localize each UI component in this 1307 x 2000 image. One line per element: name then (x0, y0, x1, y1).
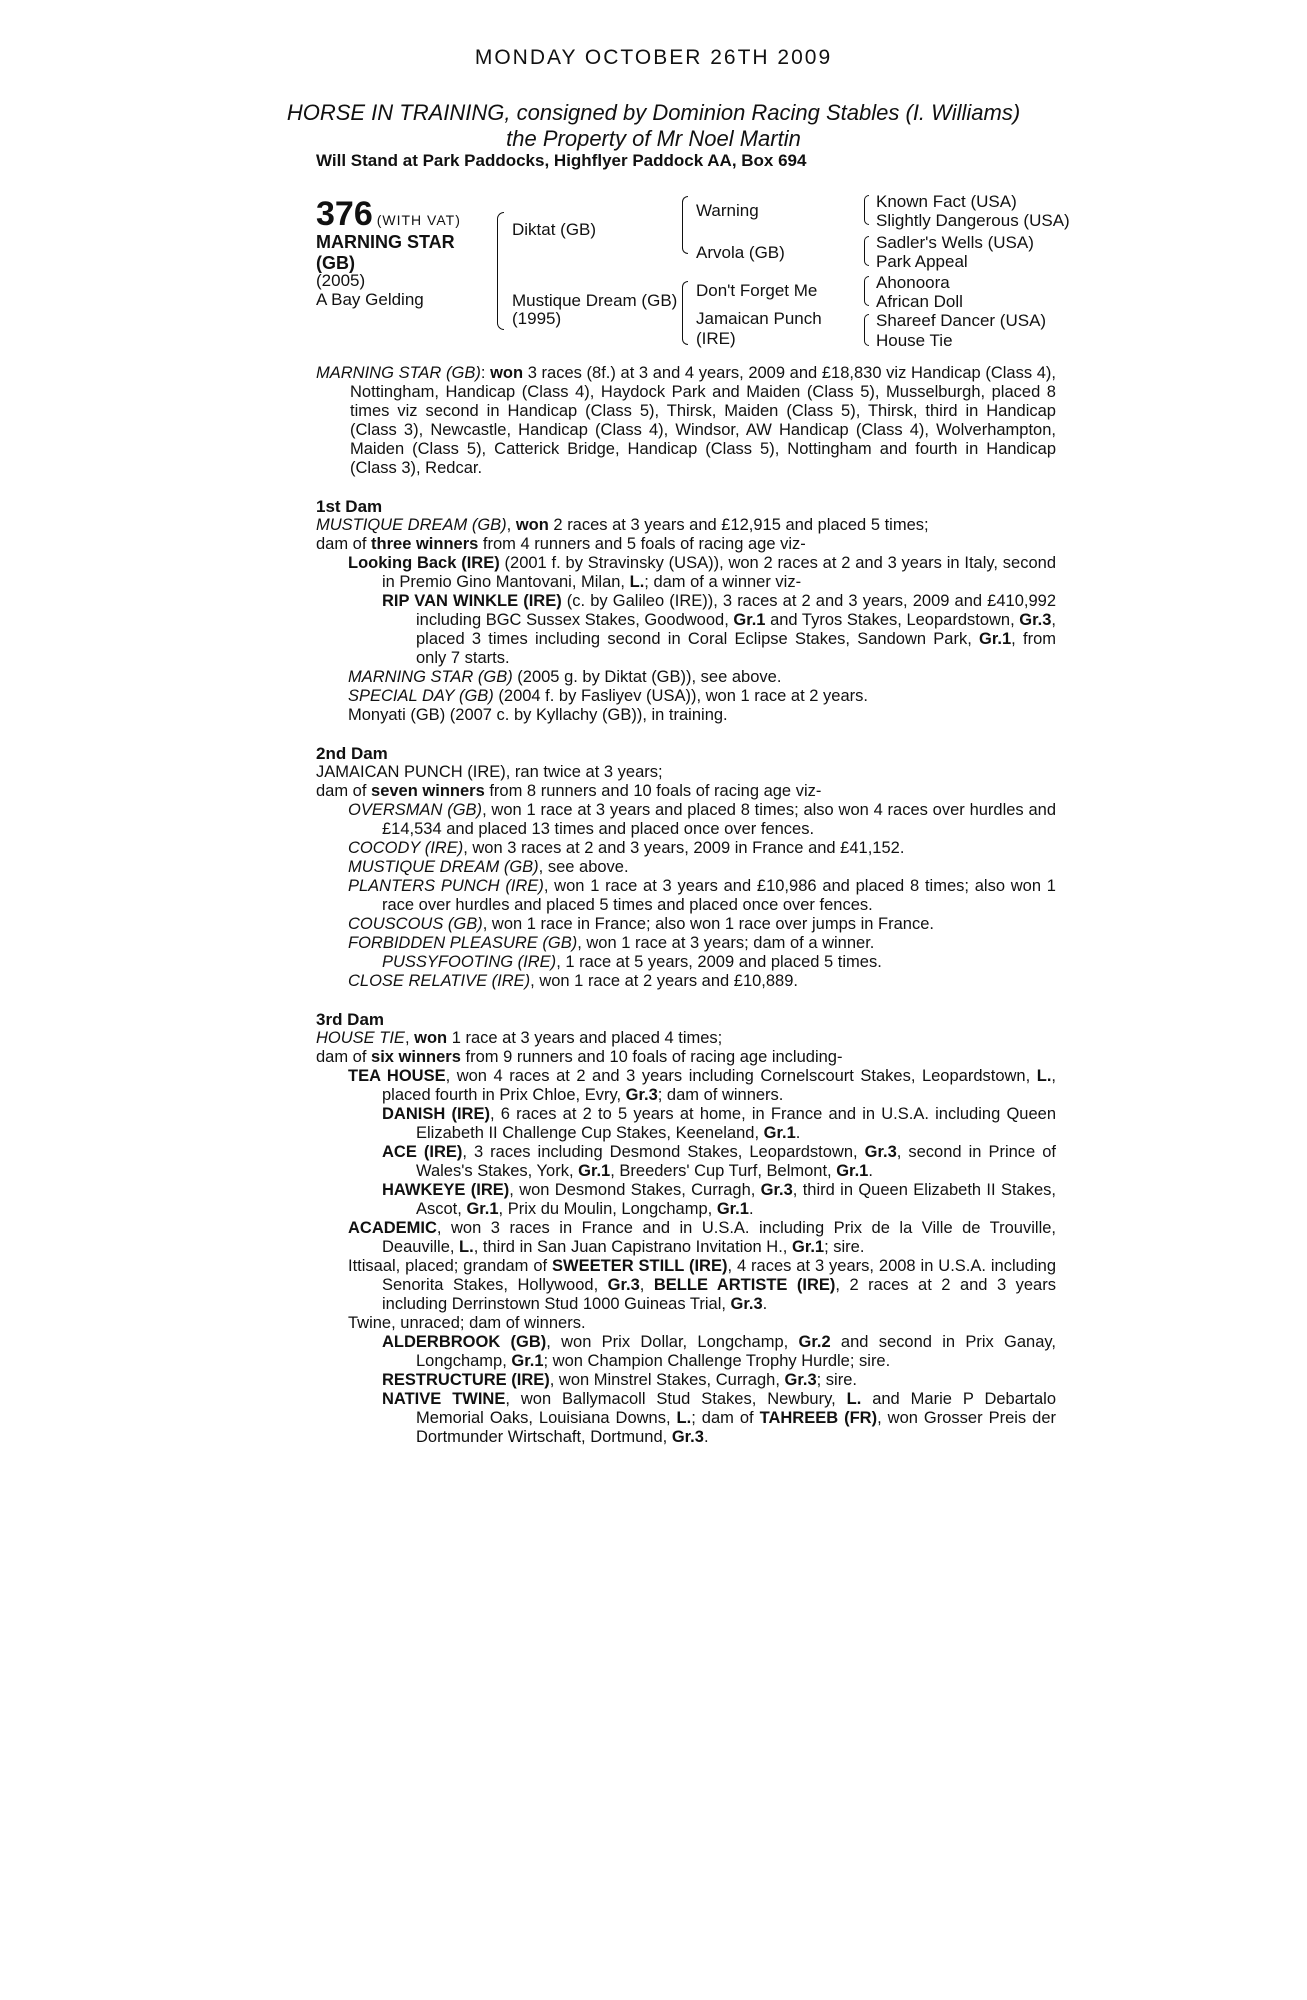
produce-restructure: RESTRUCTURE (IRE), won Minstrel Stakes, Curragh, Gr.3; sire. (382, 1371, 857, 1389)
pedigree-sire: Diktat (GB) (512, 220, 597, 239)
pedigree-sds: Sadler's Wells (USA) (876, 233, 1034, 252)
produce-danish: DANISH (IRE), 6 races at 2 to 5 years at home, in France and in U.S.A. including Queen Elizabeth II Challenge Cup Stakes, Keeneland, Gr.1. (382, 1105, 1056, 1142)
produce-rip-van-winkle: RIP VAN WINKLE (IRE) (c. by Galileo (IRE)), 3 races at 2 and 3 years, 2009 and £410,992 including BGC Sussex Stakes, Goodwood, Gr.1 and Tyros Stakes, Leopardstown, Gr.3, placed 3 times including second in Coral Eclipse Stakes, Sandown Park, Gr.1, from only 7 starts. (382, 592, 1056, 667)
pedigree-brace-dam (682, 281, 688, 345)
lot-number-block (316, 195, 461, 234)
pedigree-brace-sire (682, 196, 688, 254)
produce-native-twine: NATIVE TWINE, won Ballymacoll Stud Stakes, Newbury, L. and Marie P Debartalo Memorial Oaks, Louisiana Downs, L.; dam of TAHREEB (FR), won Grosser Preis der Dortmunder Wirtschaft, Dortmund, Gr.3. (382, 1390, 1056, 1446)
third-dam-summary: HOUSE TIE, won 1 race at 3 years and placed 4 times; (316, 1029, 723, 1047)
produce-tea-house: TEA HOUSE, won 4 races at 2 and 3 years including Cornelscourt Stakes, Leopardstown, L., placed fourth in Prix Chloe, Evry, Gr.3; dam of winners. (348, 1067, 1056, 1104)
produce-twine: Twine, unraced; dam of winners. (348, 1314, 586, 1332)
pedigree-brace-4a (864, 195, 869, 225)
pedigree-sss: Known Fact (USA) (876, 192, 1017, 211)
pedigree-dam-sire: Don't Forget Me (696, 281, 818, 300)
first-dam-produce-line: dam of three winners from 4 runners and 5 foals of racing age viz- (316, 535, 806, 553)
produce-marning-star: MARNING STAR (GB) (2005 g. by Diktat (GB)), see above. (348, 668, 782, 686)
pedigree-dam-year: (1995) (512, 309, 562, 328)
produce-couscous: COUSCOUS (GB), won 1 race in France; also won 1 race over jumps in France. (348, 915, 934, 933)
pedigree-brace-4c (864, 276, 869, 306)
pedigree-ssd: Slightly Dangerous (USA) (876, 211, 1070, 230)
second-dam-produce-line: dam of seven winners from 8 runners and 10 foals of racing age viz- (316, 782, 822, 800)
produce-academic: ACADEMIC, won 3 races in France and in U.S.A. including Prix de la Ville de Trouville, Deauville, L., third in San Juan Capistrano Invitation H., Gr.1; sire. (348, 1219, 1056, 1256)
pedigree-sire-dam: Arvola (GB) (696, 243, 785, 262)
property-line: the Property of Mr Noel Martin (506, 126, 801, 151)
pedigree-sire-sire: Warning (696, 201, 759, 220)
produce-forbidden-pleasure: FORBIDDEN PLEASURE (GB), won 1 race at 3 years; dam of a winner. (348, 934, 875, 952)
second-dam-heading: 2nd Dam (316, 744, 388, 763)
catalogue-body (316, 364, 1056, 1447)
pedigree-dsd: African Doll (876, 292, 963, 311)
stand-location: Will Stand at Park Paddocks, Highflyer Paddock AA, Box 694 (316, 151, 807, 170)
sale-date: MONDAY OCTOBER 26TH 2009 (474, 46, 833, 69)
third-dam-heading: 3rd Dam (316, 1010, 385, 1029)
consignment-line: HORSE IN TRAINING, consigned by Dominion Racing Stables (I. Williams) (286, 100, 1021, 125)
second-dam-summary: JAMAICAN PUNCH (IRE), ran twice at 3 years; (316, 763, 663, 781)
pedigree-brace-main (497, 212, 504, 330)
horse-description: A Bay Gelding (316, 290, 424, 309)
first-dam-heading: 1st Dam (316, 497, 383, 516)
pedigree-sdd: Park Appeal (876, 252, 968, 271)
third-dam-produce-line: dam of six winners from 9 runners and 10 foals of racing age including- (316, 1048, 843, 1066)
produce-mustique-dream: MUSTIQUE DREAM (GB), see above. (348, 858, 629, 876)
produce-looking-back: Looking Back (IRE) (2001 f. by Stravinsky (USA)), won 2 races at 2 and 3 years in Italy, second in Premio Gino Mantovani, Milan, L.; dam of a winner viz- (348, 554, 1056, 591)
produce-monyati: Monyati (GB) (2007 c. by Kyllachy (GB)), in training. (348, 706, 728, 724)
pedigree-dam-dam: Jamaican Punch (696, 309, 822, 328)
produce-close-relative: CLOSE RELATIVE (IRE), won 1 race at 2 years and £10,889. (348, 972, 798, 990)
horse-name: MARNING STAR (GB) (316, 232, 455, 273)
pedigree-ddd: House Tie (876, 331, 953, 350)
pedigree-dss: Ahonoora (876, 273, 950, 292)
produce-ace: ACE (IRE), 3 races including Desmond Stakes, Leopardstown, Gr.3, second in Prince of Wales's Stakes, York, Gr.1, Breeders' Cup Turf, Belmont, Gr.1. (382, 1143, 1056, 1180)
pedigree-brace-4d (864, 314, 869, 346)
produce-ittisaal: Ittisaal, placed; grandam of SWEETER STILL (IRE), 4 races at 3 years, 2008 in U.S.A. including Senorita Stakes, Hollywood, Gr.3, BELLE ARTISTE (IRE), 2 races at 2 and 3 years including Derrinstown Stud 1000 Guineas Trial, Gr.3. (348, 1257, 1056, 1313)
pedigree-dam: Mustique Dream (GB) (512, 291, 678, 310)
produce-alderbrook: ALDERBROOK (GB), won Prix Dollar, Longchamp, Gr.2 and second in Prix Ganay, Longchamp, Gr.1; won Champion Challenge Trophy Hurdle; sire. (382, 1333, 1056, 1370)
foal-year: (2005) (316, 271, 366, 290)
race-record: MARNING STAR (GB): won 3 races (8f.) at 3 and 4 years, 2009 and £18,830 viz Handicap (Class 4), Nottingham, Handicap (Class 4), Haydock Park and Maiden (Class 5), Musselburgh, placed 8 times viz second in Handicap (Class 5), Thirsk, Maiden (Class 5), Thirsk, third in Handicap (Class 3), Newcastle, Handicap (Class 4), Windsor, AW Handicap (Class 4), Wolverhampton, Maiden (Class 5), Catterick Bridge, Handicap (Class 5), Nottingham and fourth in Handicap (Class 3), Redcar. (316, 364, 1056, 477)
produce-planters-punch: PLANTERS PUNCH (IRE), won 1 race at 3 years and £10,986 and placed 8 times; also won 1 race over hurdles and placed 5 times and placed once over fences. (348, 877, 1056, 914)
produce-cocody: COCODY (IRE), won 3 races at 2 and 3 years, 2009 in France and £41,152. (348, 839, 905, 857)
lot-number: 376 (316, 195, 373, 233)
horse-info (316, 271, 424, 309)
first-dam-summary: MUSTIQUE DREAM (GB), won 2 races at 3 years and £12,915 and placed 5 times; (316, 516, 929, 534)
produce-special-day: SPECIAL DAY (GB) (2004 f. by Fasliyev (USA)), won 1 race at 2 years. (348, 687, 868, 705)
pedigree-dds: Shareef Dancer (USA) (876, 311, 1047, 330)
pedigree-dam-dam-suffix: (IRE) (696, 329, 736, 348)
produce-hawkeye: HAWKEYE (IRE), won Desmond Stakes, Curragh, Gr.3, third in Queen Elizabeth II Stakes, Ascot, Gr.1, Prix du Moulin, Longchamp, Gr.1. (382, 1181, 1056, 1218)
pedigree-brace-4b (864, 236, 869, 266)
vat-note: (WITH VAT) (376, 212, 461, 228)
produce-oversman: OVERSMAN (GB), won 1 race at 3 years and placed 8 times; also won 4 races over hurdles and £14,534 and placed 13 times and placed once over fences. (348, 801, 1056, 838)
produce-pussyfooting: PUSSYFOOTING (IRE), 1 race at 5 years, 2009 and placed 5 times. (382, 953, 882, 971)
